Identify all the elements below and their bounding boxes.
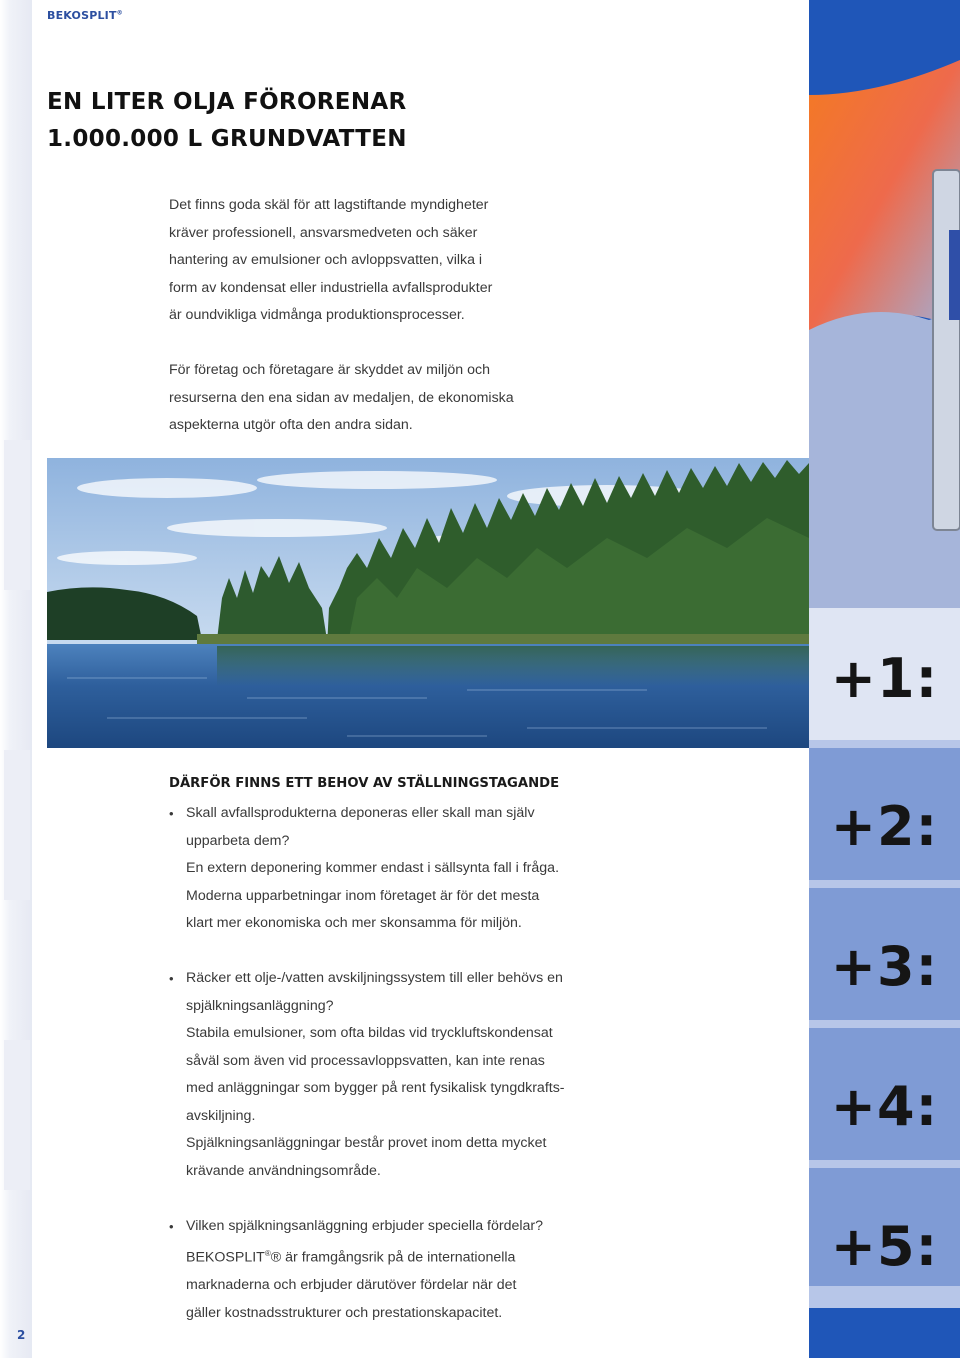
text-line: spjälkningsanläggning? bbox=[186, 997, 334, 1014]
bullet-dot: • bbox=[169, 806, 174, 821]
text-line: Spjälkningsanläggningar består provet inom detta mycket bbox=[186, 1135, 547, 1151]
text-fragment: ® är framgångsrik på de internationella bbox=[270, 1249, 516, 1266]
text-line: Skall avfallsprodukterna deponeras eller skall man själv bbox=[186, 805, 535, 821]
text-line: aspekterna utgör ofta den andra sidan. bbox=[169, 417, 413, 433]
intro-paragraph-1 bbox=[169, 192, 569, 330]
step-label-3: +3: bbox=[830, 934, 939, 998]
text-line: avskiljning. bbox=[186, 1107, 256, 1124]
list-item bbox=[169, 965, 599, 1185]
step-label-4: +4: bbox=[830, 1074, 939, 1138]
bullet-list bbox=[169, 800, 599, 1327]
text-line: En extern deponering kommer endast i sällsynta fall i fråga. bbox=[186, 860, 560, 876]
margin-tile bbox=[4, 750, 30, 900]
text-line: gäller kostnadsstrukturer och prestationskapacitet. bbox=[186, 1304, 503, 1321]
device-edge-image bbox=[933, 170, 960, 530]
section-title: DÄRFÖR FINNS ETT BEHOV AV STÄLLNINGSTAGANDE bbox=[169, 776, 560, 791]
text-line bbox=[186, 1240, 599, 1272]
text-line: är oundvikliga vidmånga produktionsprocesser. bbox=[169, 307, 465, 323]
bullet-dot: • bbox=[169, 971, 174, 986]
text-line: med anläggningar som bygger på rent fysikalisk tyngdkrafts- bbox=[186, 1080, 565, 1096]
bullet-dot: • bbox=[169, 1218, 174, 1234]
text-line: krävande användningsområde. bbox=[186, 1162, 381, 1179]
text-line: klart mer ekonomiska och mer skonsamma för miljön. bbox=[186, 915, 522, 931]
text-line: Stabila emulsioner, som ofta bildas vid tryckluftskondensat bbox=[186, 1025, 553, 1041]
tree-reflection bbox=[217, 646, 809, 686]
brand-name: BEKOSPLIT bbox=[47, 9, 117, 22]
margin-tile bbox=[4, 440, 30, 590]
registered-mark: ® bbox=[116, 9, 123, 17]
step-label-1: +1: bbox=[830, 646, 939, 710]
headline-line-2: 1.000.000 L GRUNDVATTEN bbox=[47, 126, 407, 152]
registered-mark: ® bbox=[264, 1249, 271, 1258]
brand-name: BEKOSPLIT bbox=[186, 1249, 265, 1266]
text-line: såväl som även vid processavloppsvatten, kan inte renas bbox=[186, 1052, 545, 1069]
text-line: Vilken spjälkningsanläggning erbjuder speciella fördelar? bbox=[186, 1217, 544, 1234]
text-line: Räcker ett olje-/vatten avskiljningssystem till eller behövs en bbox=[186, 970, 563, 986]
step-label-5: +5: bbox=[830, 1214, 939, 1278]
lake-photo bbox=[47, 458, 809, 748]
margin-tile bbox=[4, 1040, 30, 1190]
list-item bbox=[169, 800, 599, 938]
text-line: Det finns goda skäl för att lagstiftande myndigheter bbox=[169, 197, 489, 213]
headline-line-1: EN LITER OLJA FÖRORENAR bbox=[47, 89, 407, 115]
brand-header bbox=[47, 9, 123, 22]
left-margin-strip bbox=[0, 0, 32, 1358]
step-label-2: +2: bbox=[830, 794, 939, 858]
page-number: 2 bbox=[17, 1328, 26, 1342]
text-line: kräver professionell, ansvarsmedveten och säker bbox=[169, 224, 478, 241]
text-line: För företag och företagare är skyddet av miljön och bbox=[169, 362, 490, 378]
device-handle bbox=[949, 230, 960, 320]
text-line: Moderna upparbetningar inom företaget är för det mesta bbox=[186, 887, 540, 904]
text-line: hantering av emulsioner och avloppsvatten, vilka i bbox=[169, 252, 483, 268]
intro-paragraph-2 bbox=[169, 357, 569, 440]
page-headline bbox=[47, 84, 407, 158]
text-line: marknaderna och erbjuder därutöver fördelar när det bbox=[186, 1277, 517, 1294]
list-item bbox=[169, 1213, 599, 1328]
text-line: resurserna den ena sidan av medaljen, de ekonomiska bbox=[169, 389, 514, 406]
text-line: form av kondensat eller industriella avfallsprodukter bbox=[169, 279, 493, 296]
text-line: upparbeta dem? bbox=[186, 832, 290, 849]
